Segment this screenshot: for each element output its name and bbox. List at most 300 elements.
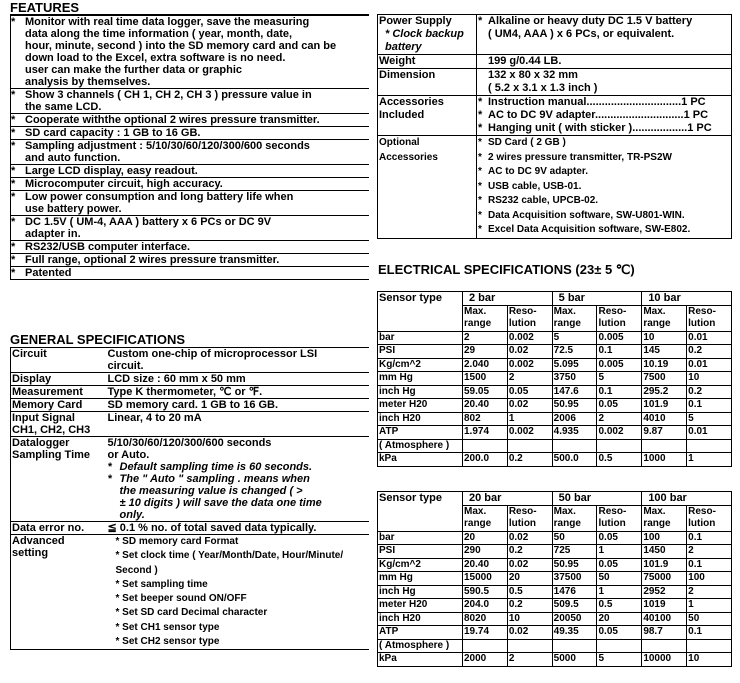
text-line: Max.	[643, 505, 666, 517]
spec-value-text	[108, 348, 369, 372]
text-line: down load to the Excel, extra software is no need.	[25, 52, 286, 64]
text-line: hour, minute, second ) into the SD memory card and can be	[25, 40, 337, 52]
spec-value-text: Data Acquisition software, SW-U801-WIN.	[488, 209, 685, 221]
spec-row	[11, 522, 370, 535]
spec-row	[11, 535, 370, 650]
text-line: use battery power.	[25, 203, 122, 215]
spec-row	[378, 69, 732, 96]
data-row	[378, 385, 732, 399]
value-cell: 2	[507, 653, 552, 667]
text-line: lution	[508, 318, 537, 329]
spec-value-text	[108, 437, 369, 461]
unit-cell: Kg/cm^2	[378, 358, 463, 372]
value-cell: 1	[597, 545, 642, 559]
value-cell: 0.005	[597, 331, 642, 345]
spec-key-text	[12, 348, 106, 360]
text-line: Custom one-chip of microprocessor LSI	[107, 348, 318, 360]
text-line: Input Signal	[12, 412, 75, 424]
unit-cell: PSI	[378, 545, 463, 559]
spec-value-line	[478, 209, 730, 224]
text-line: CH1, CH2, CH3	[12, 424, 91, 436]
spec-value	[107, 412, 370, 437]
feature-item	[10, 216, 369, 241]
bullet: *	[11, 216, 16, 228]
data-row	[378, 439, 732, 453]
value-cell: 0.005	[597, 358, 642, 372]
spec-value-text	[108, 399, 369, 411]
value-cell: 20	[507, 572, 552, 586]
note-star: *	[107, 461, 112, 473]
text-line: Included	[379, 109, 425, 121]
bullet: *	[11, 241, 16, 253]
text-line: ≦ 0.1 % no. of total saved data typically.	[107, 522, 317, 534]
note-star: *	[107, 473, 112, 485]
text-line: SD card capacity : 1 GB to 16 GB.	[25, 127, 201, 139]
text-line: * SD memory card Format	[115, 536, 239, 547]
data-row	[378, 453, 732, 467]
value-cell	[463, 639, 508, 653]
text-line: lution	[508, 518, 537, 529]
value-cell: 40100	[642, 612, 687, 626]
note-text	[120, 473, 322, 521]
value-cell: 10000	[642, 653, 687, 667]
spec-key	[11, 386, 107, 399]
feature-text	[25, 140, 369, 164]
feature-item	[10, 89, 369, 114]
value-cell: 2	[597, 412, 642, 426]
bullet: *	[11, 165, 16, 177]
max-range-header	[463, 505, 508, 531]
spec-value-text: ( 5.2 x 3.1 x 1.3 inch )	[488, 82, 598, 94]
feature-text	[25, 241, 369, 253]
text-line: battery	[385, 41, 422, 53]
resolution-header	[507, 305, 552, 331]
text-line: 5/10/30/60/120/300/600 seconds	[107, 437, 272, 449]
value-cell: 20.40	[463, 558, 508, 572]
text-line: Datalogger	[12, 437, 70, 449]
spec-value	[477, 55, 732, 69]
value-cell: 0.02	[507, 531, 552, 545]
value-cell: 0.2	[507, 453, 552, 467]
value-cell: 0.1	[597, 345, 642, 359]
spec-value-line	[478, 82, 730, 95]
spec-value-line	[478, 151, 730, 166]
text-line: Sampling Time	[12, 449, 91, 461]
value-cell: 15000	[463, 572, 508, 586]
sub-text	[688, 506, 730, 531]
spec-key	[11, 399, 107, 412]
text-line: RS232/USB computer interface.	[25, 241, 191, 253]
range-group-header: 5 bar	[552, 292, 642, 306]
spec-value-line	[478, 223, 730, 238]
value-cell: 0.5	[597, 453, 642, 467]
text-line: DC 1.5V ( UM-4, AAA ) battery x 6 PCs or DC 9V	[25, 216, 272, 228]
value-cell: 3750	[552, 372, 597, 386]
text-line: Monitor with real time data logger, save the measuring	[25, 16, 310, 28]
text-line: Linear, 4 to 20 mA	[107, 412, 202, 424]
bullet	[478, 69, 488, 82]
spec-value	[107, 535, 370, 650]
text-line: SD memory card. 1 GB to 16 GB.	[107, 399, 279, 411]
value-cell	[597, 439, 642, 453]
data-row	[378, 358, 732, 372]
value-cell: 49.35	[552, 626, 597, 640]
feature-text	[25, 114, 369, 126]
feature-item	[10, 127, 369, 140]
text-line: lution	[688, 318, 716, 329]
electrical-table-2	[377, 491, 732, 667]
range-group-header: 10 bar	[642, 292, 732, 306]
text-line: Microcomputer circuit, high accuracy.	[25, 178, 223, 190]
text-line: Low power consumption and long battery life when	[25, 191, 294, 203]
text-line: and auto function.	[25, 152, 121, 164]
text-line: range	[464, 318, 492, 329]
sub-text	[643, 306, 685, 331]
text-line: Reso-	[688, 505, 716, 517]
sensor-type-header: Sensor type	[378, 492, 463, 532]
text-line: Full range, optional 2 wires pressure transmitter.	[25, 254, 280, 266]
spec-value-line	[478, 136, 730, 151]
value-cell: 0.2	[507, 545, 552, 559]
advanced-settings-list	[108, 535, 369, 649]
text-line: Reso-	[598, 305, 627, 317]
spec-value-text: Instruction manual...............................1 PC	[488, 96, 706, 108]
value-cell: 72.5	[552, 345, 597, 359]
text-line: only.	[119, 509, 145, 521]
value-cell	[687, 439, 732, 453]
text-line: Dimension	[379, 69, 436, 81]
text-line: lution	[598, 318, 626, 329]
unit-cell: inch Hg	[378, 385, 463, 399]
sub-text	[509, 506, 551, 531]
data-row	[378, 626, 732, 640]
range-group-header: 2 bar	[463, 292, 553, 306]
value-cell	[642, 639, 687, 653]
text-line: * Clock backup	[385, 28, 464, 40]
header-row	[378, 292, 732, 306]
spec-value	[107, 348, 370, 373]
value-cell: 290	[463, 545, 508, 559]
feature-item	[10, 254, 369, 267]
bullet: *	[11, 140, 16, 152]
datalogger-note	[108, 461, 369, 473]
value-cell: 2.040	[463, 358, 508, 372]
sub-text	[598, 306, 640, 331]
spec-value-line	[478, 122, 730, 135]
bullet: *	[11, 254, 16, 266]
spec-value-text: Alkaline or heavy duty DC 1.5 V battery	[488, 15, 693, 27]
text-line: Max.	[553, 505, 576, 517]
text-line: the same LCD.	[25, 101, 102, 113]
features-title: FEATURES	[10, 0, 80, 15]
spec-row	[11, 412, 370, 437]
resolution-header	[687, 505, 732, 531]
spec-key-text	[12, 373, 106, 385]
sub-text	[554, 306, 596, 331]
data-row	[378, 331, 732, 345]
feature-item	[10, 165, 369, 178]
unit-cell: bar	[378, 331, 463, 345]
value-cell: 10	[687, 372, 732, 386]
data-row	[378, 372, 732, 386]
spec-value	[477, 69, 732, 96]
value-cell: 0.002	[507, 331, 552, 345]
bullet: *	[478, 209, 482, 221]
power-specs-table	[377, 14, 732, 239]
value-cell: 75000	[642, 572, 687, 586]
spec-key-text	[12, 386, 106, 398]
text-line: Max.	[643, 305, 666, 317]
text-line: Max.	[553, 305, 576, 317]
value-cell: 1	[597, 585, 642, 599]
feature-text	[25, 216, 369, 240]
text-line: lution	[598, 518, 626, 529]
value-cell: 37500	[552, 572, 597, 586]
value-cell: 0.05	[507, 385, 552, 399]
value-cell: 5	[687, 412, 732, 426]
spec-value-text: 199 g/0.44 LB.	[488, 55, 562, 67]
bullet: *	[478, 96, 483, 108]
value-cell: 10	[687, 653, 732, 667]
feature-text	[25, 178, 369, 190]
spec-value-line	[478, 28, 730, 41]
spec-row	[378, 55, 732, 69]
spec-key	[11, 348, 107, 373]
feature-item	[10, 140, 369, 165]
text-line: data along the time information ( year, month, date,	[25, 28, 293, 40]
value-cell: 0.02	[507, 345, 552, 359]
value-cell: 0.2	[507, 599, 552, 613]
unit-cell: mm Hg	[378, 572, 463, 586]
value-cell: 0.01	[687, 426, 732, 440]
value-cell: 590.5	[463, 585, 508, 599]
sub-text	[464, 506, 506, 531]
value-cell: 8020	[463, 612, 508, 626]
spec-value	[107, 399, 370, 412]
value-cell: 100	[687, 572, 732, 586]
feature-item	[10, 178, 369, 191]
value-cell: 101.9	[642, 399, 687, 413]
spec-row	[378, 15, 732, 55]
value-cell: 29	[463, 345, 508, 359]
sub-text	[598, 506, 640, 531]
datalogger-value	[108, 437, 369, 521]
value-cell: 101.9	[642, 558, 687, 572]
text-line: * Set SD card Decimal character	[115, 607, 268, 619]
value-cell: 0.1	[687, 399, 732, 413]
text-line: Advanced	[12, 535, 65, 547]
value-cell: 0.5	[507, 585, 552, 599]
unit-cell: bar	[378, 531, 463, 545]
text-line: Accessories	[379, 96, 444, 108]
spec-value-text	[108, 412, 369, 424]
spec-key	[378, 136, 477, 239]
unit-cell: mm Hg	[378, 372, 463, 386]
data-row	[378, 412, 732, 426]
value-cell: 50.95	[552, 399, 597, 413]
text-line: Show 3 channels ( CH 1, CH 2, CH 3 ) pressure value in	[25, 89, 312, 101]
spec-key-text	[379, 69, 475, 82]
spec-value-text: Hanging unit ( with sticker )..................1 PC	[488, 122, 712, 134]
resolution-header	[507, 505, 552, 531]
data-row	[378, 572, 732, 586]
max-range-header	[642, 505, 687, 531]
value-cell: 0.01	[687, 331, 732, 345]
spec-value-line	[478, 15, 730, 28]
sub-text	[509, 306, 551, 331]
data-row	[378, 639, 732, 653]
value-cell: 50	[597, 572, 642, 586]
text-line: Large LCD display, easy readout.	[25, 165, 198, 177]
features-list	[10, 16, 369, 280]
value-cell: 0.1	[687, 531, 732, 545]
value-cell: 0.2	[687, 385, 732, 399]
spec-key	[11, 535, 107, 650]
text-line: Reso-	[688, 305, 716, 317]
feature-text	[25, 254, 369, 266]
data-row	[378, 545, 732, 559]
spec-value	[107, 522, 370, 535]
value-cell: 1476	[552, 585, 597, 599]
bullet: *	[478, 151, 482, 163]
value-cell: 50	[552, 531, 597, 545]
max-range-header	[642, 305, 687, 331]
spec-value	[107, 386, 370, 399]
spec-key	[11, 412, 107, 437]
text-line: The " Auto " sampling . means when	[119, 473, 310, 485]
value-cell: 0.5	[597, 599, 642, 613]
spec-value-line	[478, 69, 730, 82]
value-cell: 50.95	[552, 558, 597, 572]
range-group-header: 20 bar	[463, 492, 553, 506]
text-line: Type K thermometer, ℃ or ℉.	[107, 386, 263, 398]
unit-cell: inch H20	[378, 412, 463, 426]
spec-value	[477, 96, 732, 136]
electrical-specs-title: ELECTRICAL SPECIFICATIONS (23± 5 ℃)	[378, 262, 635, 277]
value-cell: 0.1	[687, 558, 732, 572]
value-cell: 1	[507, 412, 552, 426]
value-cell: 1000	[642, 453, 687, 467]
text-line: Default sampling time is 60 seconds.	[119, 461, 313, 473]
electrical-table-1	[377, 291, 732, 467]
value-cell: 1	[687, 453, 732, 467]
text-line: Accessories	[379, 151, 438, 163]
spec-key-text	[379, 96, 475, 122]
sensor-type-header: Sensor type	[378, 292, 463, 332]
value-cell: 5	[597, 653, 642, 667]
spec-value-line	[478, 55, 730, 68]
text-line: the measuring value is changed ( >	[119, 485, 303, 497]
text-line: Max.	[464, 305, 487, 317]
value-cell: 0.05	[597, 399, 642, 413]
value-cell: 9.87	[642, 426, 687, 440]
spec-key	[378, 55, 477, 69]
spec-value	[107, 437, 370, 522]
value-cell: 0.02	[507, 558, 552, 572]
spec-key	[378, 69, 477, 96]
unit-cell: ( Atmosphere )	[378, 439, 463, 453]
value-cell: 1.974	[463, 426, 508, 440]
text-line: Circuit	[12, 348, 47, 360]
text-line: range	[553, 518, 581, 529]
bullet: *	[11, 114, 16, 126]
max-range-header	[552, 505, 597, 531]
value-cell	[507, 439, 552, 453]
spec-value	[477, 136, 732, 239]
text-line: * Set clock time ( Year/Month/Date, Hour/Minute/	[115, 550, 344, 562]
text-line: LCD size : 60 mm x 50 mm	[107, 373, 246, 385]
value-cell: 509.5	[552, 599, 597, 613]
value-cell: 0.02	[507, 399, 552, 413]
data-row	[378, 585, 732, 599]
value-cell: 100	[642, 531, 687, 545]
bullet	[478, 55, 488, 68]
value-cell: 500.0	[552, 453, 597, 467]
bullet	[478, 82, 488, 95]
spec-value-text	[108, 386, 369, 398]
data-row	[378, 531, 732, 545]
value-cell	[687, 639, 732, 653]
text-line: range	[553, 318, 581, 329]
spec-value	[107, 373, 370, 386]
text-line: or Auto.	[107, 449, 150, 461]
unit-cell: inch H20	[378, 612, 463, 626]
value-cell: 50	[687, 612, 732, 626]
value-cell	[552, 639, 597, 653]
spec-value-line	[478, 180, 730, 195]
feature-text	[25, 127, 369, 139]
unit-cell: Kg/cm^2	[378, 558, 463, 572]
spec-value-text: 2 wires pressure transmitter, TR-PS2W	[488, 151, 672, 163]
general-specs-table	[10, 347, 369, 650]
data-row	[378, 599, 732, 613]
data-row	[378, 426, 732, 440]
spec-key-text	[379, 136, 475, 165]
spec-key-text	[12, 522, 106, 534]
value-cell: 2	[687, 585, 732, 599]
data-row	[378, 399, 732, 413]
bullet: *	[478, 122, 483, 134]
text-line: range	[643, 518, 671, 529]
value-cell: 5000	[552, 653, 597, 667]
data-row	[378, 558, 732, 572]
spec-value-line	[478, 194, 730, 209]
value-cell: 0.1	[687, 626, 732, 640]
bullet: *	[11, 267, 16, 279]
text-line: Reso-	[598, 505, 627, 517]
text-line: circuit.	[107, 360, 144, 372]
spec-key-text	[379, 55, 475, 68]
spec-value-text: SD Card ( 2 GB )	[488, 137, 566, 148]
text-line: Max.	[464, 505, 487, 517]
value-cell: 7500	[642, 372, 687, 386]
text-line: ± 10 digits ) will save the data one time	[119, 497, 322, 509]
spec-row	[378, 96, 732, 136]
sub-text	[643, 506, 685, 531]
value-cell: 204.0	[463, 599, 508, 613]
spec-value-text	[108, 522, 369, 534]
text-line: * Set CH1 sensor type	[115, 621, 220, 633]
text-line: * Set CH2 sensor type	[115, 636, 220, 648]
bullet: *	[11, 127, 16, 139]
header-row	[378, 492, 732, 506]
max-range-header	[463, 305, 508, 331]
value-cell	[597, 639, 642, 653]
unit-cell: meter H20	[378, 399, 463, 413]
resolution-header	[597, 305, 642, 331]
range-group-header: 100 bar	[642, 492, 732, 506]
value-cell: 5	[552, 331, 597, 345]
